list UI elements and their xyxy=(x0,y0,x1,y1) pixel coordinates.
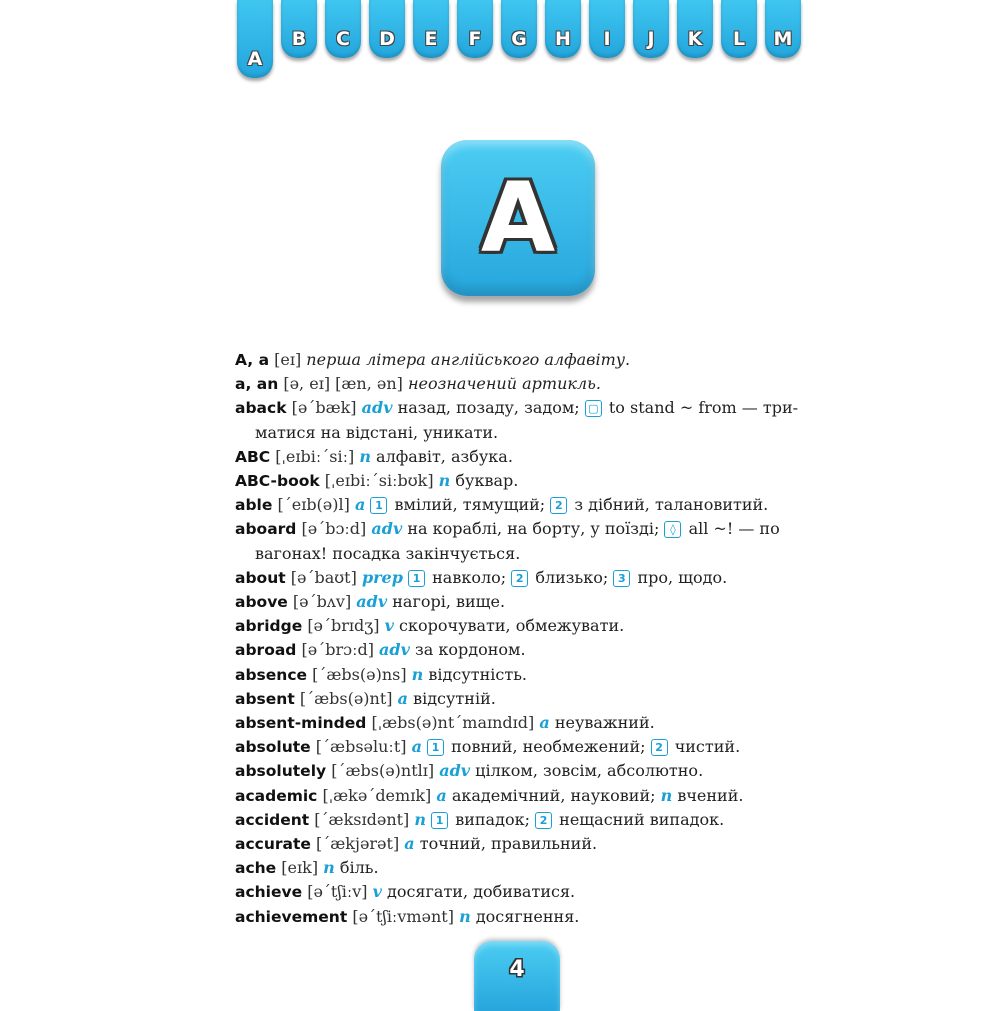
definition: відсутній. xyxy=(413,688,496,708)
entry-academic xyxy=(235,784,805,808)
definition: цілком, зовсім, абсолютно. xyxy=(475,761,704,781)
tab-a[interactable]: A xyxy=(237,0,273,78)
headword: ABC-book xyxy=(235,472,320,491)
transcription: [ˌeɪbiːˊsiː] xyxy=(275,446,355,466)
entry-achievement xyxy=(235,905,805,929)
transcription: [ˊækjərət] xyxy=(316,834,400,854)
tab-i[interactable]: I xyxy=(589,0,625,58)
part-of-speech: a xyxy=(436,785,447,805)
part-of-speech: n xyxy=(359,446,371,466)
transcription: [eɪk] xyxy=(281,858,319,878)
sense-number-icon: 1 xyxy=(408,570,425,587)
headword: absent-minded xyxy=(235,714,367,733)
phrase: to stand ~ from — три- xyxy=(608,398,799,418)
definition: неозначений артикль. xyxy=(408,374,601,394)
entry-a xyxy=(235,348,805,372)
part-of-speech: n xyxy=(459,906,471,926)
sense-definition: навколо; xyxy=(432,567,507,587)
part-of-speech: a xyxy=(354,495,366,515)
transcription: [əˊbæk] xyxy=(291,398,357,418)
entry-absence xyxy=(235,663,805,687)
definition: на кораблі, на борту, у поїзді; xyxy=(407,519,660,539)
entry-abc-book xyxy=(235,469,805,493)
headword: abroad xyxy=(235,641,297,660)
sense-definition: чистий. xyxy=(674,737,741,757)
sense-definition: випадок; xyxy=(455,809,530,829)
tab-h[interactable]: H xyxy=(545,0,581,58)
sense-number-icon: 2 xyxy=(535,812,552,829)
sense-number-icon: 2 xyxy=(511,570,528,587)
tab-m[interactable]: M xyxy=(765,0,801,58)
transcription: [ˌækəˊdemɪk] xyxy=(322,785,432,805)
definition: перша літера англійського алфавіту. xyxy=(306,350,631,369)
part-of-speech: v xyxy=(372,882,382,902)
part-of-speech: adv xyxy=(439,761,471,781)
headword: absent xyxy=(235,689,295,708)
transcription: [ə, eɪ] [æn, ən] xyxy=(283,374,403,394)
headword: ache xyxy=(235,859,277,878)
entry-aboard xyxy=(235,517,805,565)
headword: aboard xyxy=(235,520,297,539)
entry-able xyxy=(235,493,805,517)
entry-absent xyxy=(235,687,805,711)
headword: abridge xyxy=(235,617,303,636)
sense-number-icon: 2 xyxy=(550,497,567,514)
sense-number-icon: 1 xyxy=(431,812,448,829)
definition: академічний, науковий; xyxy=(451,785,656,805)
entry-absolute xyxy=(235,735,805,759)
page-number-tab xyxy=(474,941,560,1011)
entry-abc xyxy=(235,445,805,469)
section-letter: A xyxy=(480,162,556,274)
definition: вчений. xyxy=(677,785,744,805)
transcription: [ˌæbs(ə)ntˊmaɪndɪd] xyxy=(371,713,535,733)
transcription: [əˊbʌv] xyxy=(292,592,352,612)
headword: accident xyxy=(235,810,310,829)
tab-f[interactable]: F xyxy=(457,0,493,58)
definition: нагорі, вище. xyxy=(392,592,506,612)
part-of-speech: n xyxy=(438,471,451,491)
transcription: [əˊbaʊt] xyxy=(290,567,357,587)
sense-number-icon: 3 xyxy=(613,570,630,587)
transcription: [əˊbrɪdʒ] xyxy=(307,616,380,636)
headword: accurate xyxy=(235,835,311,854)
part-of-speech: prep xyxy=(361,567,403,587)
sense-definition: близько; xyxy=(535,567,609,587)
part-of-speech: adv xyxy=(371,519,403,539)
part-of-speech: adv xyxy=(361,398,393,418)
entry-ache xyxy=(235,856,805,880)
phrase: all ~! — по xyxy=(688,519,780,539)
headword: a, an xyxy=(235,375,279,394)
sense-definition: повний, необмежений; xyxy=(451,737,646,757)
part-of-speech: v xyxy=(384,616,394,636)
transcription: [ˊeɪb(ə)l] xyxy=(277,495,350,515)
sense-definition: вмілий, тямущий; xyxy=(394,495,546,515)
tab-c[interactable]: C xyxy=(325,0,361,58)
definition-continuation: вагонах! посадка закінчується. xyxy=(255,543,521,563)
sense-definition: нещасний випадок. xyxy=(559,809,725,829)
part-of-speech: n xyxy=(660,785,673,805)
transcription: [ˊæksɪdənt] xyxy=(314,809,410,829)
headword: A, a xyxy=(235,351,270,369)
headword: academic xyxy=(235,786,318,805)
definition: досягати, добиватися. xyxy=(386,882,576,902)
headword: absolutely xyxy=(235,762,327,781)
part-of-speech: n xyxy=(411,664,424,684)
part-of-speech: adv xyxy=(356,592,388,612)
definition: неуважний. xyxy=(554,713,655,733)
entry-absolutely xyxy=(235,759,805,783)
tab-b[interactable]: B xyxy=(281,0,317,58)
part-of-speech: adv xyxy=(379,640,410,660)
headword: achievement xyxy=(235,907,348,926)
entry-abridge xyxy=(235,614,805,638)
part-of-speech: a xyxy=(539,713,550,733)
entry-above xyxy=(235,590,805,614)
transcription: [ˊæbsəluːt] xyxy=(315,737,407,757)
definition: відсутність. xyxy=(428,664,527,684)
headword: aback xyxy=(235,399,287,418)
headword: able xyxy=(235,496,273,515)
definition: алфавіт, азбука. xyxy=(376,446,513,466)
sense-number-icon: 1 xyxy=(370,497,387,514)
transcription: [əˊtʃiːv] xyxy=(307,882,368,902)
transcription: [əˊtʃiːvmənt] xyxy=(352,906,454,926)
sense-definition: з дібний, талановитий. xyxy=(574,495,769,515)
headword: achieve xyxy=(235,883,303,902)
sense-definition: про, щодо. xyxy=(637,567,728,587)
tab-k[interactable]: K xyxy=(677,0,713,58)
definition-continuation: матися на відстані, уникати. xyxy=(255,422,499,442)
transcription: [ˊæbs(ə)ns] xyxy=(312,664,407,684)
headword: ABC xyxy=(235,447,271,466)
dictionary-entries xyxy=(235,348,805,929)
entry-absent-minded xyxy=(235,711,805,735)
part-of-speech: a xyxy=(411,737,422,757)
entry-achieve xyxy=(235,880,805,904)
entry-about xyxy=(235,566,805,590)
phrase-diamond-icon: ◊ xyxy=(664,521,681,538)
transcription: [ˊæbs(ə)nt] xyxy=(299,688,393,708)
headword: absence xyxy=(235,665,308,684)
tab-g[interactable]: G xyxy=(501,0,537,58)
part-of-speech: a xyxy=(404,834,415,854)
headword: absolute xyxy=(235,738,311,757)
part-of-speech: a xyxy=(397,688,408,708)
definition: скорочувати, обмежувати. xyxy=(399,616,625,636)
transcription: [əˊbrɔːd] xyxy=(301,640,374,660)
headword: about xyxy=(235,568,286,587)
entry-accurate xyxy=(235,832,805,856)
part-of-speech: n xyxy=(323,858,335,878)
tab-j[interactable]: J xyxy=(633,0,669,58)
definition: назад, позаду, задом; xyxy=(397,398,580,418)
transcription: [əˊbɔːd] xyxy=(301,519,367,539)
transcription: [ˌeɪbiːˊsiːbʊk] xyxy=(324,471,434,491)
entry-aback xyxy=(235,396,805,444)
definition: біль. xyxy=(339,858,379,878)
headword: above xyxy=(235,593,288,612)
transcription: [ˊæbs(ə)ntlɪ] xyxy=(331,761,435,781)
transcription: [eɪ] xyxy=(274,350,302,369)
phrase-square-icon: ▢ xyxy=(585,400,602,417)
part-of-speech: n xyxy=(414,809,427,829)
definition: досягнення. xyxy=(475,906,580,926)
sense-number-icon: 1 xyxy=(427,739,444,756)
tab-l[interactable]: L xyxy=(721,0,757,58)
sense-number-icon: 2 xyxy=(651,739,668,756)
entry-accident xyxy=(235,808,805,832)
page-number: 4 xyxy=(509,957,525,982)
definition: точний, правильний. xyxy=(419,834,598,854)
section-letter-tile xyxy=(441,140,595,296)
tab-e[interactable]: E xyxy=(413,0,449,58)
entry-a-an xyxy=(235,372,805,396)
definition: за кордоном. xyxy=(414,640,526,660)
definition: буквар. xyxy=(455,471,519,491)
entry-abroad xyxy=(235,638,805,662)
alphabet-tabs xyxy=(237,0,801,80)
tab-d[interactable]: D xyxy=(369,0,405,58)
